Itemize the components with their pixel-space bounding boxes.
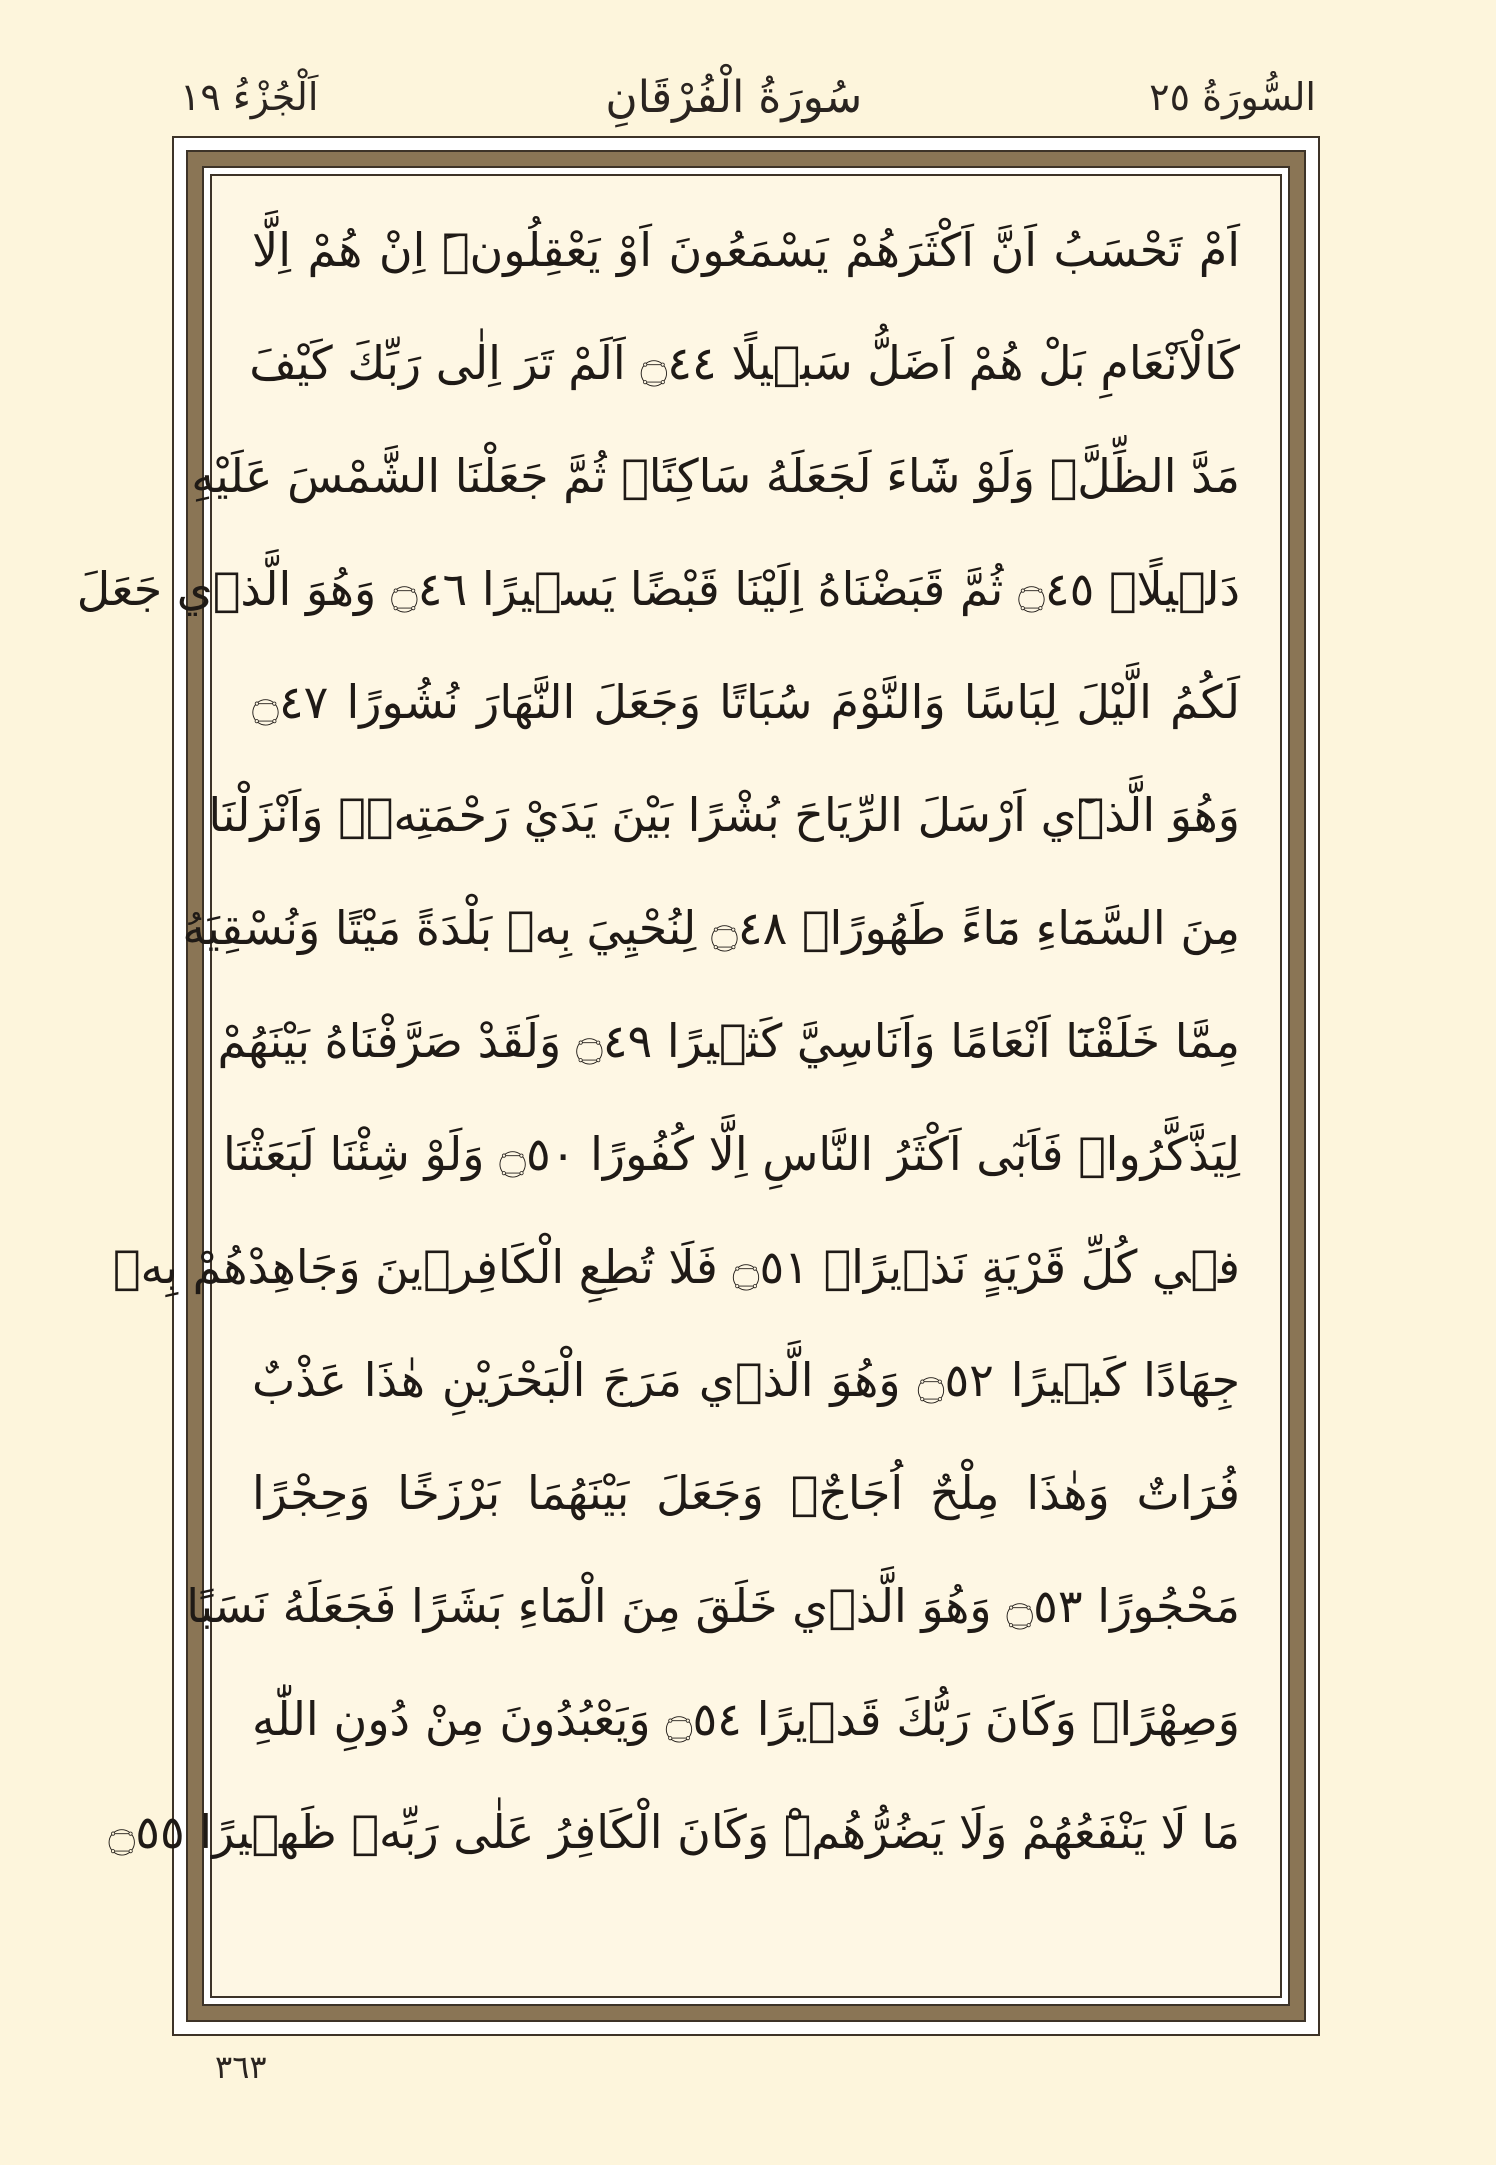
page-header — [180, 62, 1316, 132]
verse-line: وَصِهْرًاۜ وَكَانَ رَبُّكَ قَد۪يرًا ۝٥٤ وَيَعْبُدُونَ مِنْ دُونِ اللّٰهِ — [252, 1692, 1240, 1746]
verse-lines — [76, 194, 1240, 1889]
surah-number-label: السُّورَةُ ٢٥ — [1149, 75, 1316, 119]
decorative-border-band — [76, 150, 1306, 2022]
verse-line: لِيَذَّكَّرُواۘ فَاَبٰٓى اَكْثَرُ النَّاسِ اِلَّا كُفُورًا ۝٥٠ وَلَوْ شِئْنَا لَبَعَثْنَا — [223, 1127, 1240, 1181]
verse-line: مِنَ السَّمَٓاءِ مَٓاءً طَهُورًاۙ ۝٤٨ لِنُحْيِيَ بِه۪ بَلْدَةً مَيْتًا وَنُسْقِيَهُ — [182, 901, 1240, 955]
verse-line: لَكُمُ الَّيْلَ لِبَاسًا وَالنَّوْمَ سُبَاتًا وَجَعَلَ النَّهَارَ نُشُورًا ۝٤٧ — [252, 675, 1240, 729]
verse-line: مَحْجُورًا ۝٥٣ وَهُوَ الَّذ۪ي خَلَقَ مِنَ الْمَٓاءِ بَشَرًا فَجَعَلَهُ نَسَبًا — [186, 1579, 1240, 1633]
verse-line: مِمَّا خَلَقْنَٓا اَنْعَامًا وَاَنَاسِيَّ كَث۪يرًا ۝٤٩ وَلَقَدْ صَرَّفْنَاهُ بَيْنَهُمْ — [217, 1014, 1240, 1068]
verse-line: كَالْاَنْعَامِ بَلْ هُمْ اَضَلُّ سَب۪يلًا ۝٤٤ اَلَمْ تَرَ اِلٰى رَبِّكَ كَيْفَ — [249, 336, 1240, 390]
verse-line: مَا لَا يَنْفَعُهُمْ وَلَا يَضُرُّهُمْۜ وَكَانَ الْكَافِرُ عَلٰى رَبِّه۪ ظَه۪يرًا ۝٥٥ — [108, 1805, 1240, 1859]
border-inner-line — [76, 166, 1290, 2006]
page-number: ٣٦٣ — [215, 2048, 267, 2086]
verse-line: فُرَاتٌ وَهٰذَا مِلْحٌ اُجَاجٌۚ وَجَعَلَ بَيْنَهُمَا بَرْزَخًا وَحِجْرًا — [252, 1466, 1240, 1520]
verse-line: مَدَّ الظِّلَّۚ وَلَوْ شَٓاءَ لَجَعَلَهُ سَاكِنًاۚ ثُمَّ جَعَلْنَا الشَّمْسَ عَلَيْهِ — [191, 449, 1240, 503]
surah-title: سُورَةُ الْفُرْقَانِ — [605, 71, 863, 123]
juz-number-label: اَلْجُزْءُ ١٩ — [180, 75, 319, 119]
verse-text-area — [76, 174, 1282, 1998]
verse-line: جِهَادًا كَب۪يرًا ۝٥٢ وَهُوَ الَّذ۪ي مَرَجَ الْبَحْرَيْنِ هٰذَا عَذْبٌ — [252, 1353, 1240, 1407]
verse-line: ف۪ي كُلِّ قَرْيَةٍ نَذ۪يرًاۘ ۝٥١ فَلَا تُطِعِ الْكَافِر۪ينَ وَجَاهِدْهُمْ بِه۪ — [112, 1240, 1240, 1294]
verse-line: اَمْ تَحْسَبُ اَنَّ اَكْثَرَهُمْ يَسْمَعُونَ اَوْ يَعْقِلُونَۜ اِنْ هُمْ اِلَّا — [252, 223, 1240, 277]
page-border-frame — [76, 136, 1320, 2036]
verse-line: دَل۪يلًاۙ ۝٤٥ ثُمَّ قَبَضْنَاهُ اِلَيْنَا قَبْضًا يَس۪يرًا ۝٤٦ وَهُوَ الَّذ۪ي جَعَلَ — [76, 562, 1240, 616]
verse-line: وَهُوَ الَّذ۪ٓي اَرْسَلَ الرِّيَاحَ بُشْرًا بَيْنَ يَدَيْ رَحْمَتِه۪ۚ وَاَنْزَلْنَا — [208, 788, 1240, 842]
